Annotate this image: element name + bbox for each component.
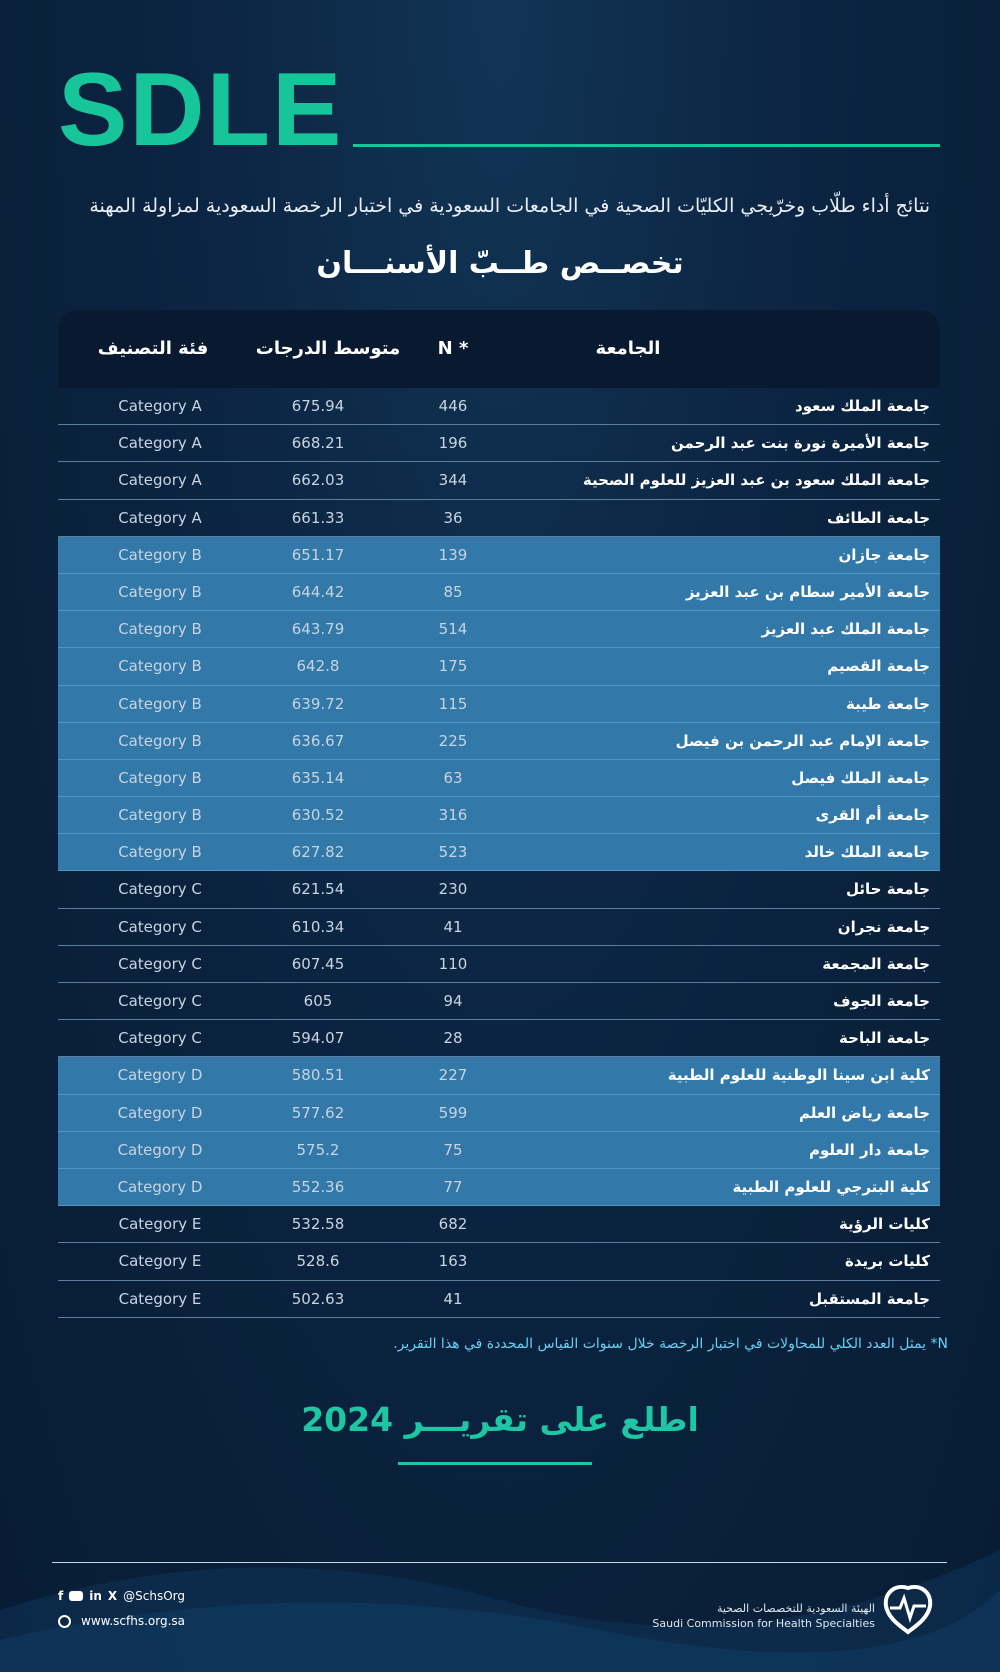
cell-university: كلية ابن سينا الوطنية للعلوم الطبية bbox=[667, 1066, 930, 1085]
cell-category: Category D bbox=[117, 1066, 203, 1085]
table-row bbox=[58, 1281, 940, 1318]
cell-category: Category D bbox=[117, 1140, 203, 1159]
website-url[interactable]: www.scfhs.org.sa bbox=[81, 1614, 186, 1628]
cell-university: جامعة الملك عبد العزيز bbox=[761, 620, 930, 639]
cell-n: 41 bbox=[443, 1289, 463, 1308]
cell-category: Category C bbox=[118, 880, 202, 899]
table-row bbox=[58, 1243, 940, 1280]
cell-category: Category B bbox=[118, 620, 202, 639]
youtube-icon[interactable] bbox=[69, 1591, 83, 1601]
x-icon[interactable]: X bbox=[107, 1589, 118, 1603]
cell-university: جامعة الطائف bbox=[826, 508, 930, 527]
cell-category: Category A bbox=[118, 397, 202, 415]
cell-n: 139 bbox=[438, 545, 468, 564]
cell-n: 41 bbox=[443, 917, 463, 936]
cell-n: 446 bbox=[438, 397, 468, 415]
cell-category: Category A bbox=[118, 434, 202, 453]
cell-average: 577.62 bbox=[291, 1103, 345, 1122]
organization-name-ar: الهيئة السعودية للتخصصات الصحية bbox=[716, 1602, 875, 1615]
cell-category: Category E bbox=[118, 1289, 202, 1308]
social-links bbox=[58, 1589, 185, 1603]
cell-n: 85 bbox=[443, 582, 463, 601]
header-university: الجامعة bbox=[595, 338, 661, 359]
cell-n: 599 bbox=[438, 1103, 468, 1122]
table-row bbox=[58, 537, 940, 574]
cell-university: جامعة رياض العلم bbox=[799, 1103, 930, 1122]
cell-n: 344 bbox=[438, 471, 468, 490]
cell-n: 63 bbox=[443, 768, 463, 787]
cell-average: 662.03 bbox=[291, 471, 345, 490]
cell-average: 643.79 bbox=[291, 620, 345, 639]
page-subtitle: نتائج أداء طلّاب وخرّيجي الكليّات الصحية في الجامعات السعودية في اختبار الرخصة السعودية لمزاولة المهنة bbox=[89, 195, 930, 217]
cell-category: Category B bbox=[118, 731, 202, 750]
cell-university: كليات الرؤية bbox=[838, 1215, 930, 1234]
cell-university: جامعة نجران bbox=[837, 917, 930, 936]
organization-name-en: Saudi Commission for Health Specialties bbox=[652, 1617, 875, 1630]
cell-n: 175 bbox=[438, 657, 468, 676]
cell-university: جامعة الإمام عبد الرحمن بن فيصل bbox=[675, 731, 930, 750]
table-header bbox=[58, 310, 940, 388]
cell-average: 575.2 bbox=[296, 1140, 340, 1159]
cell-university: جامعة الباحة bbox=[839, 1029, 930, 1048]
cell-average: 528.6 bbox=[296, 1252, 340, 1271]
cell-university: جامعة جازان bbox=[838, 545, 930, 564]
report-link-underline bbox=[398, 1462, 592, 1465]
header-n: N * bbox=[437, 338, 469, 359]
social-handle[interactable]: @SchsOrg bbox=[123, 1589, 186, 1603]
cell-university: جامعة القصيم bbox=[827, 657, 930, 676]
cell-category: Category E bbox=[118, 1215, 202, 1234]
cell-average: 532.58 bbox=[291, 1215, 345, 1234]
table-row bbox=[58, 797, 940, 834]
cell-average: 635.14 bbox=[291, 768, 345, 787]
table-row bbox=[58, 388, 940, 425]
cell-category: Category C bbox=[118, 992, 202, 1010]
cell-category: Category B bbox=[118, 545, 202, 564]
linkedin-icon[interactable]: in bbox=[89, 1589, 102, 1603]
cell-university: جامعة المستقبل bbox=[808, 1289, 930, 1308]
table-row bbox=[58, 1169, 940, 1206]
table-row bbox=[58, 871, 940, 908]
cell-average: 580.51 bbox=[291, 1066, 345, 1085]
cell-university: جامعة المجمعة bbox=[822, 954, 930, 973]
website bbox=[58, 1614, 185, 1628]
table-row bbox=[58, 1057, 940, 1094]
cell-university: جامعة طيبة bbox=[846, 694, 930, 713]
page-title: تخصــص طــبّ الأسنـــان bbox=[316, 246, 684, 281]
cell-n: 514 bbox=[438, 620, 468, 639]
cell-average: 607.45 bbox=[291, 954, 345, 973]
cell-category: Category B bbox=[118, 768, 202, 787]
cell-category: Category A bbox=[118, 471, 202, 490]
cell-university: جامعة الملك خالد bbox=[804, 843, 930, 862]
table-row bbox=[58, 611, 940, 648]
cell-n: 94 bbox=[443, 992, 463, 1010]
cell-n: 115 bbox=[438, 694, 468, 713]
cell-category: Category D bbox=[117, 1103, 203, 1122]
cell-average: 630.52 bbox=[291, 806, 345, 825]
table-row bbox=[58, 760, 940, 797]
cell-category: Category B bbox=[118, 657, 202, 676]
decorative-wave bbox=[0, 1490, 1000, 1672]
cell-average: 610.34 bbox=[291, 917, 345, 936]
facebook-icon[interactable]: f bbox=[58, 1589, 64, 1603]
cell-average: 594.07 bbox=[291, 1029, 345, 1048]
cell-average: 627.82 bbox=[291, 843, 345, 862]
cell-category: Category C bbox=[118, 917, 202, 936]
cell-n: 28 bbox=[443, 1029, 463, 1048]
cell-n: 227 bbox=[438, 1066, 468, 1085]
report-link[interactable]: اطلع على تقريـــر 2024 bbox=[301, 1400, 699, 1439]
cell-n: 163 bbox=[438, 1252, 468, 1271]
cell-category: Category C bbox=[118, 954, 202, 973]
cell-average: 636.67 bbox=[291, 731, 345, 750]
cell-category: Category E bbox=[118, 1252, 202, 1271]
cell-category: Category B bbox=[118, 582, 202, 601]
cell-university: جامعة دار العلوم bbox=[809, 1140, 930, 1159]
cell-average: 639.72 bbox=[291, 694, 345, 713]
cell-category: Category B bbox=[118, 694, 202, 713]
cell-n: 110 bbox=[438, 954, 468, 973]
cell-average: 642.8 bbox=[296, 657, 340, 676]
cell-average: 502.63 bbox=[291, 1289, 345, 1308]
table-row bbox=[58, 462, 940, 499]
table-row bbox=[58, 946, 940, 983]
cell-average: 621.54 bbox=[291, 880, 345, 899]
cell-n: 230 bbox=[438, 880, 468, 899]
cell-university: جامعة حائل bbox=[846, 880, 930, 899]
table-body bbox=[58, 388, 940, 1318]
cell-category: Category D bbox=[117, 1177, 203, 1196]
cell-university: جامعة الأمير سطام بن عبد العزيز bbox=[685, 582, 930, 601]
table-row bbox=[58, 686, 940, 723]
table-row bbox=[58, 723, 940, 760]
footnote: N* يمثل العدد الكلي للمحاولات في اختبار الرخصة خلال سنوات القياس المحددة في هذا التقرير. bbox=[393, 1336, 948, 1352]
cell-university: جامعة الملك سعود bbox=[795, 397, 930, 415]
results-table bbox=[58, 310, 940, 1318]
cell-average: 552.36 bbox=[291, 1177, 345, 1196]
cell-category: Category A bbox=[118, 508, 202, 527]
cell-n: 682 bbox=[438, 1215, 468, 1234]
cell-n: 196 bbox=[438, 434, 468, 453]
cell-university: جامعة أم القرى bbox=[815, 806, 930, 825]
organization-name bbox=[652, 1601, 875, 1631]
cell-category: Category B bbox=[118, 806, 202, 825]
cell-university: كليات بريدة bbox=[844, 1252, 930, 1271]
table-row bbox=[58, 909, 940, 946]
cell-average: 675.94 bbox=[291, 397, 345, 415]
cell-n: 523 bbox=[438, 843, 468, 862]
cell-average: 651.17 bbox=[291, 545, 345, 564]
cell-n: 75 bbox=[443, 1140, 463, 1159]
cell-university: جامعة الملك فيصل bbox=[791, 768, 930, 787]
cell-average: 661.33 bbox=[291, 508, 345, 527]
table-row bbox=[58, 1020, 940, 1057]
table-row bbox=[58, 1206, 940, 1243]
cell-university: جامعة الجوف bbox=[833, 992, 930, 1010]
logo-underline bbox=[353, 144, 940, 147]
cell-n: 225 bbox=[438, 731, 468, 750]
table-row bbox=[58, 574, 940, 611]
cell-average: 668.21 bbox=[291, 434, 345, 453]
table-row bbox=[58, 1132, 940, 1169]
cell-average: 605 bbox=[303, 992, 333, 1010]
cell-average: 644.42 bbox=[291, 582, 345, 601]
table-row bbox=[58, 648, 940, 685]
cell-n: 77 bbox=[443, 1177, 463, 1196]
table-row bbox=[58, 500, 940, 537]
footer-divider bbox=[52, 1562, 947, 1563]
cell-n: 316 bbox=[438, 806, 468, 825]
table-row bbox=[58, 834, 940, 871]
table-row bbox=[58, 425, 940, 462]
header-average: متوسط الدرجات bbox=[255, 338, 401, 359]
cell-university: جامعة الملك سعود بن عبد العزيز للعلوم الصحية bbox=[582, 471, 930, 490]
table-row bbox=[58, 1095, 940, 1132]
table-row bbox=[58, 983, 940, 1020]
cell-category: Category B bbox=[118, 843, 202, 862]
cell-university: جامعة الأميرة نورة بنت عبد الرحمن bbox=[671, 434, 930, 453]
scfhs-logo-icon bbox=[878, 1582, 938, 1636]
cell-n: 36 bbox=[443, 508, 463, 527]
header-category: فئة التصنيف bbox=[97, 338, 209, 359]
sdle-logo: SDLE bbox=[58, 52, 344, 168]
cell-university: كلية البترجي للعلوم الطبية bbox=[732, 1177, 930, 1196]
globe-icon bbox=[58, 1615, 71, 1628]
cell-category: Category C bbox=[118, 1029, 202, 1048]
